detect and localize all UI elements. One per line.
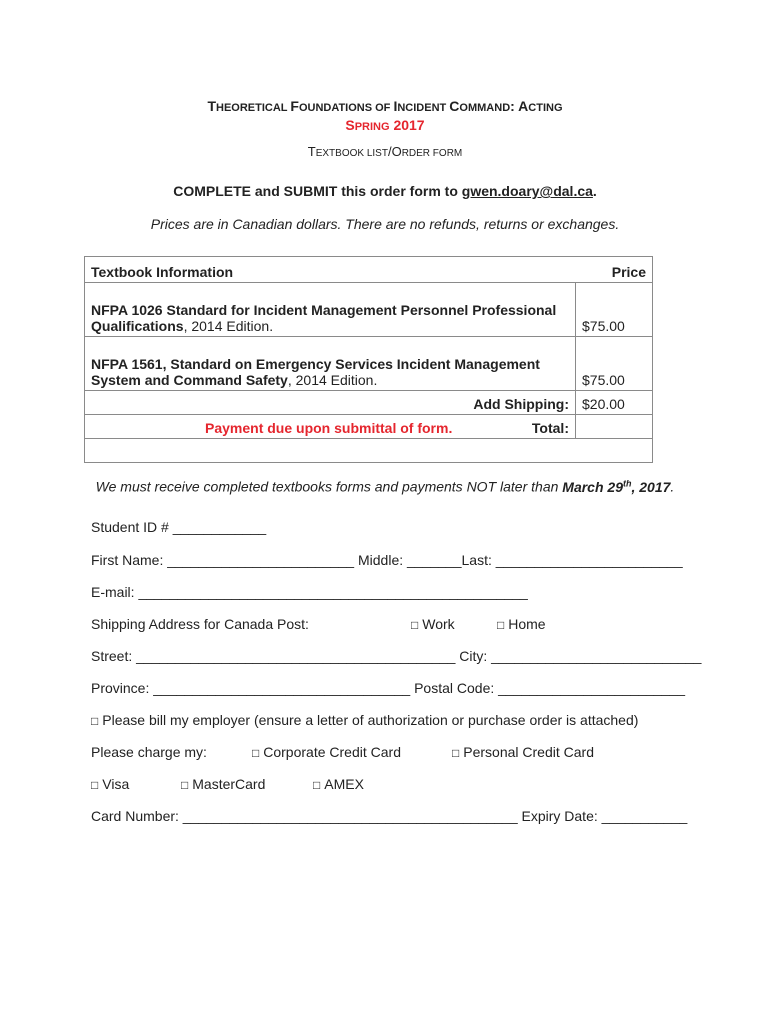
table-header-row [85,257,653,283]
total-row [85,415,653,439]
blank-cell [576,439,653,463]
book-edition: , 2014 Edition. [287,372,378,388]
checkbox-icon[interactable]: □ [497,618,505,632]
submit-instruction [0,183,770,199]
book-info-cell [85,337,576,391]
name-fields[interactable]: First Name: ________________________ Middle: _______Last: ________________________ [91,552,683,568]
bill-employer-label: Please bill my employer (ensure a letter of authorization or purchase order is attached) [102,712,639,728]
title-part: OMMAND [459,102,511,114]
email-link[interactable]: gwen.doary@dal.ca [461,183,593,199]
shipping-label-cell [85,391,576,415]
mastercard-label: MasterCard [192,776,266,792]
home-option[interactable] [497,616,546,632]
title-part: F [290,98,299,114]
form-title-part: T [307,144,316,159]
subtitle-year: 2017 [389,117,425,133]
form-title-part: EXTBOOK LIST [315,148,388,159]
title-part: I [393,98,398,114]
work-label: Work [422,616,455,632]
total-value-cell[interactable] [576,415,653,439]
work-option[interactable] [411,616,455,632]
subtitle-part: S [345,117,355,133]
street-city-fields[interactable]: Street: _________________________________________ City: ___________________________ [91,648,702,664]
amex-label: AMEX [324,776,364,792]
book-price-cell: $75.00 [576,283,653,337]
shipping-address-label: Shipping Address for Canada Post: [91,616,309,632]
total-label: Total: [531,420,569,436]
payment-note: Payment due upon submittal of form. [205,420,453,436]
card-number-expiry-fields[interactable]: Card Number: ___________________________________________ Expiry Date: ___________ [91,808,688,824]
subtitle-part: PRING [354,121,390,133]
personal-card-label: Personal Credit Card [463,744,594,760]
shipping-label: Add Shipping: [473,396,569,412]
header-price-label: Price [611,264,646,280]
total-label-cell [85,415,576,439]
province-postal-fields[interactable]: Province: _________________________________ Postal Code: ________________________ [91,680,685,696]
book-info-cell [85,283,576,337]
submit-instruction-text: COMPLETE and SUBMIT this order form to [173,183,462,199]
deadline-text: We must receive completed textbooks forms and payments NOT later than [95,478,563,495]
prices-note: Prices are in Canadian dollars. There are no refunds, returns or exchanges. [150,216,620,232]
checkbox-icon[interactable]: □ [91,778,99,792]
title-part: NCIDENT [397,102,450,114]
blank-cell [85,439,576,463]
book-price-cell: $75.00 [576,337,653,391]
visa-label: Visa [102,776,130,792]
header-info-label: Textbook Information [91,264,234,280]
document-subtitle [0,117,770,135]
table-row [85,337,653,391]
checkbox-icon[interactable]: □ [411,618,419,632]
checkbox-icon[interactable]: □ [252,746,260,760]
header-price-cell [576,257,653,283]
submit-instruction-suffix: . [592,183,597,199]
book-title: NFPA 1561, Standard on Emergency Services Incident Management System and Command Safety [91,356,540,388]
textbook-table [84,256,653,463]
table-row [85,283,653,337]
bill-employer-option[interactable] [91,712,638,728]
student-id-field[interactable]: Student ID # ____________ [91,519,267,535]
book-title: NFPA 1026 Standard for Incident Management Personnel Professional Qualifications [91,302,557,334]
deadline-date-suffix: th [622,478,632,488]
deadline-date: March 29 [562,478,623,495]
blank-row [85,439,653,463]
amex-option[interactable] [313,776,364,792]
checkbox-icon[interactable]: □ [181,778,189,792]
title-part: T [207,98,217,114]
title-part: HEORETICAL [216,102,291,114]
title-part: CTING [528,102,563,114]
deadline-period: . [670,478,675,495]
visa-option[interactable] [91,776,129,792]
shipping-row [85,391,653,415]
form-title-part: /O [387,144,402,159]
corporate-card-option[interactable] [252,744,401,760]
title-part: : A [510,98,529,114]
deadline-year: , 2017 [631,478,671,495]
title-part: C [449,98,460,114]
home-label: Home [508,616,546,632]
document-title [0,98,770,116]
form-title-part: RDER FORM [401,148,463,159]
mastercard-option[interactable] [181,776,265,792]
charge-label: Please charge my: [91,744,207,760]
title-part: OUNDATIONS OF [298,102,394,114]
corporate-card-label: Corporate Credit Card [263,744,401,760]
checkbox-icon[interactable]: □ [452,746,460,760]
email-field[interactable]: E-mail: __________________________________________________ [91,584,528,600]
book-edition: , 2014 Edition. [183,318,274,334]
checkbox-icon[interactable]: □ [313,778,321,792]
shipping-price-cell: $20.00 [576,391,653,415]
form-title [0,143,770,161]
deadline-note [0,478,770,495]
personal-card-option[interactable] [452,744,594,760]
checkbox-icon[interactable]: □ [91,714,99,728]
header-info-cell [85,257,576,283]
